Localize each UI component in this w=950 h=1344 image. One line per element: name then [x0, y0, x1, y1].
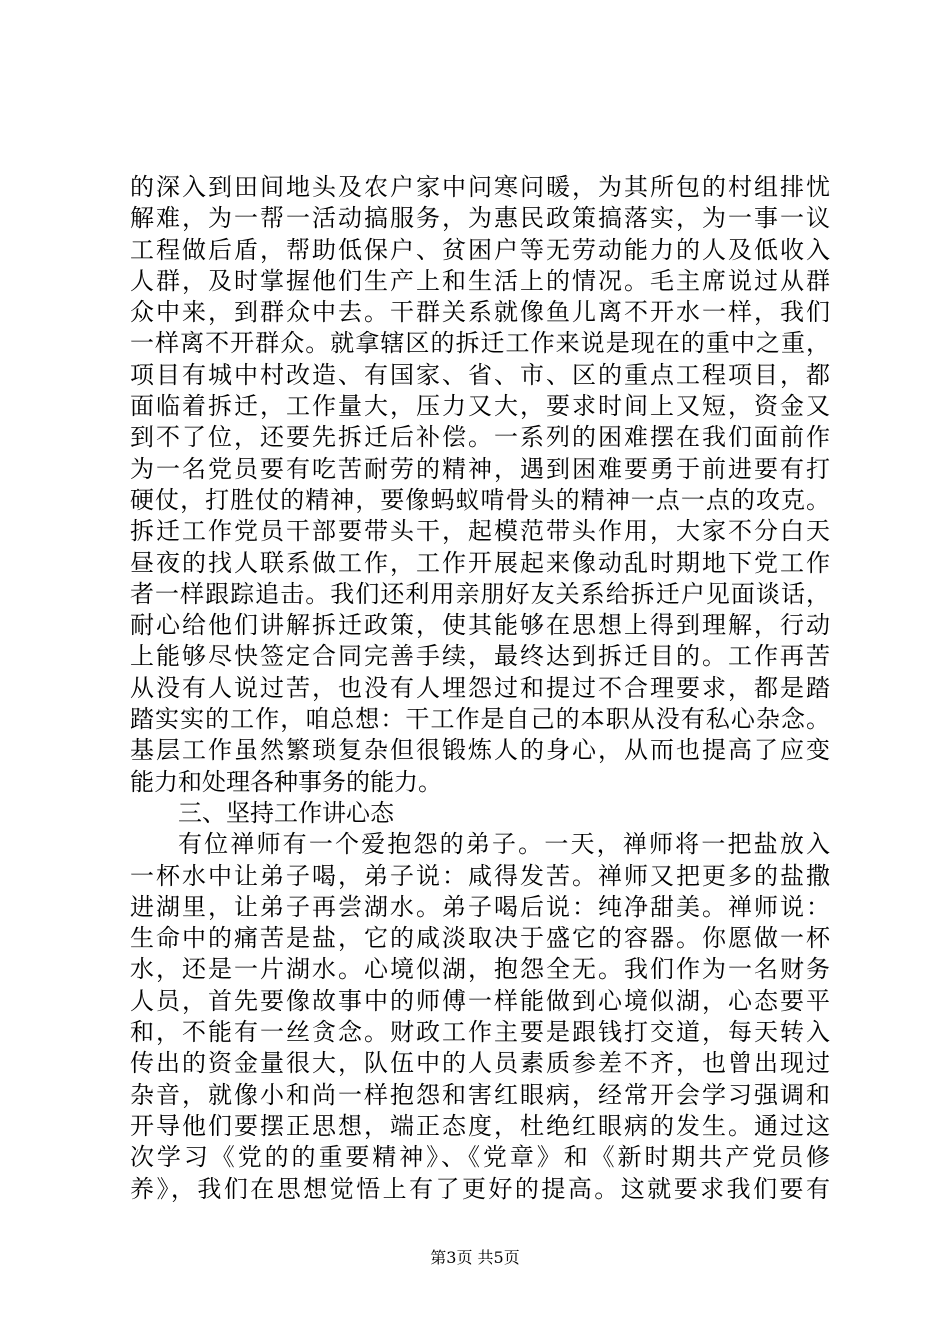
paragraph-1-line: 人群，及时掌握他们生产上和生活上的情况。毛主席说过从群 [130, 266, 830, 295]
paragraph-2-line: 人员，首先要像故事中的师傅一样能做到心境似湖，心态要平 [130, 986, 830, 1015]
paragraph-1-line: 能力和处理各种事务的能力。 [130, 767, 442, 796]
document-body [130, 172, 830, 1205]
paragraph-1-line: 耐心给他们讲解拆迁政策，使其能够在思想上得到理解，行动 [130, 611, 830, 640]
paragraph-1-line: 者一样跟踪追击。我们还利用亲朋好友关系给拆迁户见面谈话， [130, 579, 830, 608]
page-footer [0, 1248, 950, 1268]
paragraph-2-line: 进湖里，让弟子再尝湖水。弟子喝后说：纯净甜美。禅师说： [130, 892, 830, 921]
paragraph-1-line: 硬仗，打胜仗的精神，要像蚂蚁啃骨头的精神一点一点的攻克。 [130, 485, 830, 514]
paragraph-2-line: 有位禅师有一个爱抱怨的弟子。一天，禅师将一把盐放入 [178, 830, 830, 859]
paragraph-2-line: 传出的资金量很大，队伍中的人员素质参差不齐，也曾出现过 [130, 1049, 830, 1078]
paragraph-2-line: 开导他们要摆正思想，端正态度，杜绝红眼病的发生。通过这 [130, 1111, 830, 1140]
paragraph-1-line: 解难，为一帮一活动搞服务，为惠民政策搞落实，为一事一议 [130, 204, 830, 233]
paragraph-1-line: 的深入到田间地头及农户家中问寒问暖，为其所包的村组排忧 [130, 173, 830, 201]
paragraph-2-line: 杂音，就像小和尚一样抱怨和害红眼病，经常开会学习强调和 [130, 1080, 830, 1109]
paragraph-1-line: 众中来，到群众中去。干群关系就像鱼儿离不开水一样，我们 [130, 298, 830, 327]
paragraph-1-line: 基层工作虽然繁琐复杂但很锻炼人的身心，从而也提高了应变 [130, 736, 830, 765]
paragraph-1-line: 为一名党员要有吃苦耐劳的精神，遇到困难要勇于前进要有打 [130, 454, 830, 483]
paragraph-1-line: 从没有人说过苦，也没有人埋怨过和提过不合理要求，都是踏 [130, 673, 830, 702]
paragraph-1-line: 工程做后盾，帮助低保户、贫困户等无劳动能力的人及低收入 [130, 235, 830, 264]
paragraph-1-line: 上能够尽快签定合同完善手续，最终达到拆迁目的。工作再苦 [130, 642, 830, 671]
paragraph-2-line: 生命中的痛苦是盐，它的咸淡取决于盛它的容器。你愿做一杯 [130, 924, 830, 953]
paragraph-1-line: 昼夜的找人联系做工作，工作开展起来像动乱时期地下党工作 [130, 548, 830, 577]
paragraph-2-line: 水，还是一片湖水。心境似湖，抱怨全无。我们作为一名财务 [130, 955, 830, 984]
paragraph-1 [130, 172, 830, 798]
paragraph-1-line: 项目有城中村改造、有国家、省、市、区的重点工程项目，都 [130, 360, 830, 389]
section-heading: 三、坚持工作讲心态 [178, 798, 394, 827]
paragraph-1-line: 一样离不开群众。就拿辖区的拆迁工作来说是现在的重中之重， [130, 329, 830, 358]
paragraph-1-line: 面临着拆迁，工作量大，压力又大，要求时间上又短，资金又 [130, 392, 830, 421]
page-number-indicator: 第3页 共5页 [430, 1248, 520, 1267]
paragraph-2-line: 和，不能有一丝贪念。财政工作主要是跟钱打交道，每天转入 [130, 1018, 830, 1047]
paragraph-2-line: 一杯水中让弟子喝，弟子说：咸得发苦。禅师又把更多的盐撒 [130, 861, 830, 890]
paragraph-1-line: 拆迁工作党员干部要带头干，起模范带头作用，大家不分白天 [130, 517, 830, 546]
paragraph-2-line: 养》，我们在思想觉悟上有了更好的提高。这就要求我们要有 [130, 1174, 830, 1203]
paragraph-1-line: 踏实实的工作，咱总想：干工作是自己的本职从没有私心杂念。 [130, 705, 830, 734]
paragraph-1-line: 到不了位，还要先拆迁后补偿。一系列的困难摆在我们面前作 [130, 423, 830, 452]
paragraph-2-line: 次学习《党的的重要精神》、《党章》和《新时期共产党员修 [130, 1143, 830, 1172]
paragraph-2 [130, 829, 830, 1205]
